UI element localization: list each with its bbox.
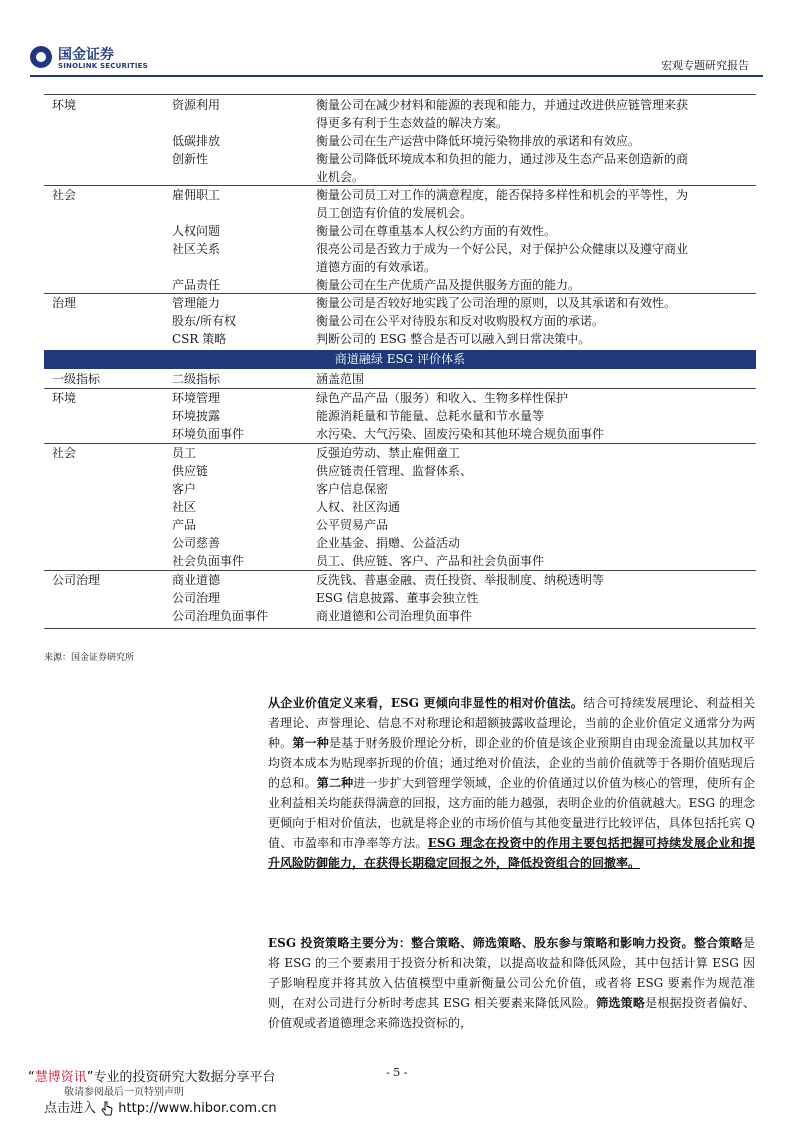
table1-cell-3: 得更多有利于生态效益的解决方案。 bbox=[316, 116, 509, 130]
table2-cell-2: 公司治理负面事件 bbox=[172, 609, 269, 623]
table2-cell-2: 商业道德 bbox=[172, 573, 221, 587]
table1-cell-2: 股东/所有权 bbox=[172, 314, 237, 328]
table1-row bbox=[44, 168, 756, 186]
logo-cn: 国金证券 bbox=[58, 47, 114, 63]
table2-cell-1: 公司治理 bbox=[52, 573, 101, 587]
table1-cell-2: 人权问题 bbox=[172, 224, 221, 238]
logo-icon bbox=[30, 46, 52, 68]
link-prefix: 点击进入 bbox=[44, 1101, 97, 1116]
table2-cell-2: 产品 bbox=[172, 518, 197, 532]
table1-row bbox=[44, 276, 756, 294]
page-number: - 5 - bbox=[386, 1066, 408, 1079]
table2-cell-3: 客户信息保密 bbox=[316, 482, 389, 496]
table2-cell-3: 反洗钱、普惠金融、责任投资、举报制度、纳税透明等 bbox=[316, 573, 605, 587]
hb-brand: 慧博资讯 bbox=[34, 1070, 87, 1085]
table1-row bbox=[44, 330, 756, 348]
header-divider bbox=[30, 75, 763, 77]
table2-cell-2: 社会负面事件 bbox=[172, 554, 245, 568]
table1-row bbox=[44, 186, 756, 204]
table2-header-2: 二级指标 bbox=[172, 372, 221, 386]
table1-row bbox=[44, 240, 756, 258]
source-note: 来源：国金证券研究所 bbox=[44, 653, 135, 663]
hb-text: ”专业的投资研究大数据分享平台 bbox=[86, 1070, 276, 1085]
table1-row bbox=[44, 96, 756, 114]
table2-row bbox=[44, 407, 756, 425]
table1-cell-2: 资源利用 bbox=[172, 98, 221, 112]
table2-cell-3: ESG 信息披露、董事会独立性 bbox=[316, 591, 479, 605]
table1-cell-3: 员工创造有价值的发展机会。 bbox=[316, 206, 473, 220]
table2-bottom-rule bbox=[44, 628, 756, 629]
paragraph-esg-strategies bbox=[268, 933, 755, 1033]
table2-cell-3: 员工、供应链、客户、产品和社会负面事件 bbox=[316, 554, 545, 568]
table2-cell-2: 供应链 bbox=[172, 464, 209, 478]
table1-cell-1: 社会 bbox=[52, 188, 77, 202]
table2-header-row bbox=[44, 370, 756, 388]
para2-integration: 整合策略 bbox=[693, 936, 743, 950]
table2-cell-2: 公司治理 bbox=[172, 591, 221, 605]
company-logo bbox=[30, 46, 150, 72]
table1-row bbox=[44, 222, 756, 240]
table1-row bbox=[44, 294, 756, 312]
table2-cell-2: 社区 bbox=[172, 500, 197, 514]
table1-row bbox=[44, 204, 756, 222]
link-url[interactable]: http://www.hibor.com.cn bbox=[118, 1101, 277, 1116]
table1-cell-1: 治理 bbox=[52, 296, 77, 310]
table2-header-1: 一级指标 bbox=[52, 372, 101, 386]
table1-row bbox=[44, 132, 756, 150]
para1-first: 第一种 bbox=[292, 736, 329, 750]
table2-cell-2: 环境负面事件 bbox=[172, 427, 245, 441]
table2-cell-2: 员工 bbox=[172, 446, 197, 460]
para1-conclusion: ESG 理念在投资中的作用主要包括把握可持续发展企业和提升风险防御能力，在获得长期稳定回报之外，降低投资组合的回撤率。 bbox=[268, 836, 755, 870]
table1-cell-3: 衡量公司在生产优质产品及提供服务方面的能力。 bbox=[316, 278, 581, 292]
table2-cell-3: 水污染、大气污染、固废污染和其他环境合规负面事件 bbox=[316, 427, 605, 441]
table2-row bbox=[44, 534, 756, 552]
table1-cell-2: 低碳排放 bbox=[172, 134, 221, 148]
table2-row bbox=[44, 571, 756, 589]
table2-header-3: 涵盖范围 bbox=[316, 372, 365, 386]
table2-row bbox=[44, 552, 756, 570]
table1-cell-2: 管理能力 bbox=[172, 296, 221, 310]
para1-lead: 从企业价值定义来看，ESG 更倾向非显性的相对价值法。 bbox=[268, 696, 584, 710]
table2-cell-3: 公平贸易产品 bbox=[316, 518, 389, 532]
table1-cell-2: 产品责任 bbox=[172, 278, 221, 292]
table2-row bbox=[44, 425, 756, 443]
table1-row bbox=[44, 312, 756, 330]
table1-cell-3: 业机会。 bbox=[316, 170, 365, 184]
disclaimer-note: 敬请参阅最后一页特别声明 bbox=[64, 1087, 184, 1098]
report-type: 宏观专题研究报告 bbox=[661, 59, 749, 72]
table2-cell-3: 人权、社区沟通 bbox=[316, 500, 401, 514]
table1-cell-3: 判断公司的 ESG 整合是否可以融入到日常决策中。 bbox=[316, 332, 591, 346]
table2-row bbox=[44, 589, 756, 607]
table1-cell-2: 雇佣职工 bbox=[172, 188, 221, 202]
table1-cell-3: 衡量公司在公平对待股东和反对收购股权方面的承诺。 bbox=[316, 314, 605, 328]
table1-cell-2: 社区关系 bbox=[172, 242, 221, 256]
table1-cell-3: 很亮公司是否致力于成为一个好公民，对于保护公众健康以及遵守商业 bbox=[316, 242, 689, 256]
table2-cell-2: 环境披露 bbox=[172, 409, 221, 423]
table2-cell-3: 企业基金、捐赠、公益活动 bbox=[316, 536, 461, 550]
logo-en: SINOLINK SECURITIES bbox=[58, 62, 148, 70]
table1-cell-2: 创新性 bbox=[172, 152, 209, 166]
table1-cell-3: 衡量公司员工对工作的满意程度，能否保持多样性和机会的平等性，为 bbox=[316, 188, 689, 202]
hb-quote: “ bbox=[28, 1070, 35, 1085]
table1-row bbox=[44, 258, 756, 276]
table2-row bbox=[44, 607, 756, 625]
para2-text-b: 是根据投资者偏好、价值观或者道德理念来筛选投资标的， bbox=[268, 996, 755, 1030]
table2-row bbox=[44, 389, 756, 407]
table2-row bbox=[44, 498, 756, 516]
table2-cell-3: 供应链责任管理、监督体系、 bbox=[316, 464, 473, 478]
para1-text-a: 结合可持续发展理论、利益相关者理论、声誉理论、信息不对称理论和超额披露收益理论，当前的企业价值定义通常分为两种。 bbox=[268, 696, 755, 750]
para2-lead: ESG 投资策略主要分为：整合策略、筛选策略、股东参与策略和影响力投资。 bbox=[268, 936, 694, 950]
table1-cell-3: 衡量公司是否较好地实践了公司治理的原则，以及其承诺和有效性。 bbox=[316, 296, 677, 310]
table2-row bbox=[44, 462, 756, 480]
table2-cell-3: 绿色产品产品（服务）和收入、生物多样性保护 bbox=[316, 391, 569, 405]
table1-cell-3: 衡量公司在减少材料和能源的表现和能力，并通过改进供应链管理来获 bbox=[316, 98, 689, 112]
table2-title: 商道融绿 ESG 评价体系 bbox=[44, 350, 756, 369]
table2-row bbox=[44, 516, 756, 534]
table2-cell-2: 客户 bbox=[172, 482, 197, 496]
table2-row bbox=[44, 444, 756, 462]
para2-screening: 筛选策略 bbox=[596, 996, 646, 1010]
table1-cell-1: 环境 bbox=[52, 98, 77, 112]
para1-text-c: 进一步扩大到管理学领域，企业的价值通过以价值为核心的管理，使所有企业利益相关均能获得满意的回报，这方面的能力越强，表明企业的价值就越大。ESG 的理念更倾向于相对价值法，也就是将企业的市场价值与其他变量进行比较评估，具体包括托宾 Q 值、市盈率和市净率等方法。 bbox=[268, 776, 755, 850]
table1-row bbox=[44, 114, 756, 132]
hibor-link[interactable] bbox=[44, 1097, 277, 1117]
table2-cell-3: 反强迫劳动、禁止雇佣童工 bbox=[316, 446, 461, 460]
para1-text-b: 是基于财务股价理论分析，即企业的价值是该企业预期自由现金流量以其加权平均资本成本为贴现率折现的价值；通过绝对价值法，企业的当前价值就等于各期价值贴现后的总和。 bbox=[268, 736, 755, 790]
para2-text-a: 是将 ESG 的三个要素用于投资分析和决策，以提高收益和降低风险，其中包括计算 ESG 因子影响程度并将其放入估值模型中重新衡量公司公允价值，或者将 ESG 要素作为规范准则，在对公司进行分析时考虑其 ESG 相关要素来降低风险。 bbox=[268, 936, 755, 1010]
table1-top-rule bbox=[44, 94, 756, 95]
table1-cell-3: 道德方面的有效承诺。 bbox=[316, 260, 437, 274]
table1-cell-3: 衡量公司在生产运营中降低环境污染物排放的承诺和有效应。 bbox=[316, 134, 641, 148]
table2-cell-2: 环境管理 bbox=[172, 391, 221, 405]
pointer-hand-icon bbox=[100, 1101, 114, 1117]
table2-cell-1: 社会 bbox=[52, 446, 77, 460]
table2-cell-1: 环境 bbox=[52, 391, 77, 405]
table2-row bbox=[44, 480, 756, 498]
para1-second: 第二种 bbox=[316, 776, 354, 790]
table1-cell-3: 衡量公司在尊重基本人权公约方面的有效性。 bbox=[316, 224, 557, 238]
table2-cell-3: 能源消耗量和节能量、总耗水量和节水量等 bbox=[316, 409, 545, 423]
table1-cell-3: 衡量公司降低环境成本和负担的能力，通过涉及生态产品来创造新的商 bbox=[316, 152, 689, 166]
table2-cell-2: 公司慈善 bbox=[172, 536, 221, 550]
table1-row bbox=[44, 150, 756, 168]
paragraph-enterprise-value bbox=[268, 693, 755, 873]
table1-cell-2: CSR 策略 bbox=[172, 332, 227, 346]
table2-cell-3: 商业道德和公司治理负面事件 bbox=[316, 609, 473, 623]
